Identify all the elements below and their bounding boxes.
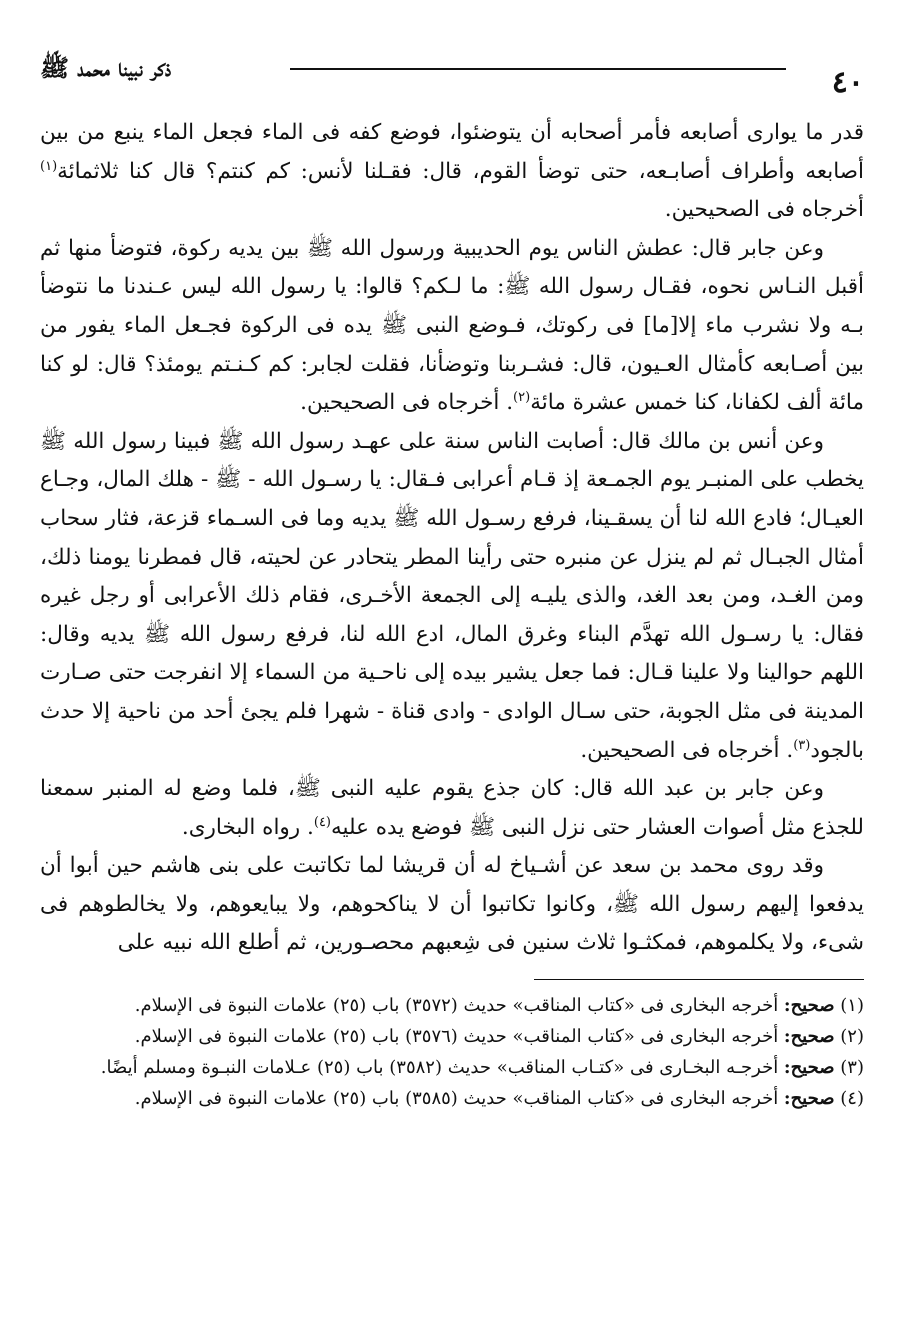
paragraph-3 <box>40 423 864 770</box>
footnote-text: أخرجه البخارى فى «كتاب المناقب» حديث (٣٥٧٦) باب (٢٥) علامات النبوة فى الإسلام. <box>134 1026 784 1048</box>
paragraph-5 <box>40 847 864 963</box>
paragraph-2 <box>40 230 864 423</box>
page-body <box>40 114 864 963</box>
footnote-divider <box>534 979 864 980</box>
running-title: ذكر نبينا محمد ﷺ <box>40 53 172 82</box>
footnote-4 <box>40 1083 864 1114</box>
paragraph-tail: . رواه البخارى. <box>181 814 314 840</box>
footnote-ref: (١) <box>40 158 58 174</box>
footnote-2 <box>40 1021 864 1052</box>
footnote-text: أخرجه البخارى فى «كتاب المناقب» حديث (٣٥٨٥) باب (٢٥) علامات النبوة فى الإسلام. <box>134 1088 784 1110</box>
footnote-number: (١) <box>840 995 864 1017</box>
paragraph-text: وعن جابر قال: عطش الناس يوم الحديبية ورسول الله ﷺ بين يديه ركوة، فتوضأ منها ثم أقبل النـاس نحوه، فقـال رسول الله ﷺ: ما لـكم؟ قالوا: يا رسول الله ليس عـندنا ما نتوضأ بـه ولا نشرب ماء إلا[ما] فى ركوتك، فـوضع النبى ﷺ يده فى الركوة فجـعل الماء يفور من بين أصـابعه كأمثال العـيون، قال: فشـربنا وتوضأنا، فقلت لجابر: كم كـنـتم يومئذ؟ قال: لو كنا مائة ألف لكفانا، كنا خمس عشرة مائة <box>40 235 864 416</box>
footnote-grade: صحيح: <box>783 995 835 1017</box>
paragraph-tail: . أخرجاه فى الصحيحين. <box>300 390 514 416</box>
paragraph-text: وعن جابر بن عبد الله قال: كان جذع يقوم عليه النبى ﷺ، فلما وضع له المنبر سمعنا للجذع مثل أصوات العشار حتى نزل النبى ﷺ فوضع يده عليه <box>40 776 864 840</box>
page-number: ٤٠ <box>831 65 864 100</box>
paragraph-tail: أخرجاه فى الصحيحين. <box>664 197 864 223</box>
paragraph-4 <box>40 770 864 847</box>
footnote-text: أخرجـه البخـارى فى «كتـاب المناقب» حديث (٣٥٨٢) باب (٢٥) عـلامات النبـوة ومسلم أيضًا. <box>100 1057 784 1079</box>
paragraph-text: وقد روى محمد بن سعد عن أشـياخ له أن قريشا لما تكاتبت على بنى هاشم حين أبوا أن يدفعوا إليهم رسول الله ﷺ، وكانوا تكاتبوا أن لا يناكحوهم، ولا يبايعوهم، ولا يخالطوهم فى شىء، ولا يكلموهم، فمكثـوا ثلاث سنين فى شِعبهم محصـورين، ثم أطلع الله نبيه على <box>40 853 864 956</box>
paragraph-1 <box>40 114 864 230</box>
header-rule <box>290 68 786 70</box>
footnote-grade: صحيح: <box>783 1057 835 1079</box>
footnote-ref: (٤) <box>313 814 331 830</box>
footnote-number: (٣) <box>840 1057 864 1079</box>
paragraph-text: وعن أنس بن مالك قال: أصابت الناس سنة على عهـد رسول الله ﷺ فبينا رسول الله ﷺ يخطب على المنبـر يوم الجمـعة إذ قـام أعرابى فـقال: يا رسـول الله - ﷺ - هلك المال، وجـاع العيـال؛ فادع الله لنا أن يسقـينا، فرفع رسـول الله ﷺ يديه وما فى السـماء قزعة، فثار سحاب أمثال الجبـال ثم لم ينزل عن منبره حتى رأينا المطر يتحادر عن لحيته، قال فمطرنا يومنا ذلك، ومن الغـد، ومن بعد الغد، والذى يليـه إلى الجمعة الأخـرى، فقام ذلك الأعرابى أو رجل غيره فقال: يا رسـول الله تهدَّم البناء وغرق المال، ادع الله لنا، فرفع رسول الله ﷺ يديه وقال: اللهم حوالينا ولا علينا قـال: فما جعل يشير بيده إلى ناحـية من السماء إلا انفرجت حتى صـارت المدينة فى مثل الجوبة، حتى سـال الوادى - وادى قناة - شهرا فلم يجئ أحد من ناحية إلا حدث بالجود <box>40 428 864 763</box>
footnote-ref: (٢) <box>513 390 531 405</box>
footnote-number: (٢) <box>840 1026 864 1048</box>
footnote-number: (٤) <box>840 1088 864 1110</box>
footnote-3 <box>40 1052 864 1083</box>
page-header <box>40 28 864 100</box>
paragraph-text: قدر ما يوارى أصابعه فأمر أصحابه أن يتوضئوا، فوضع كفه فى الماء فجعل الماء ينبع من بين أصابعه وأطراف أصابـعه، حتى توضأ القوم، قال: فقـلنا لأنس: كم كنتم؟ قال كنا ثلاثمائة <box>40 120 864 184</box>
footnote-grade: صحيح: <box>783 1088 835 1110</box>
footnote-text: أخرجه البخارى فى «كتاب المناقب» حديث (٣٥٧٢) باب (٢٥) علامات النبوة فى الإسلام. <box>134 995 784 1017</box>
footnote-ref: (٣) <box>793 737 811 753</box>
footnote-1 <box>40 990 864 1021</box>
footnotes <box>40 990 864 1114</box>
footnote-grade: صحيح: <box>783 1026 835 1048</box>
paragraph-tail: . أخرجاه فى الصحيحين. <box>580 737 794 763</box>
